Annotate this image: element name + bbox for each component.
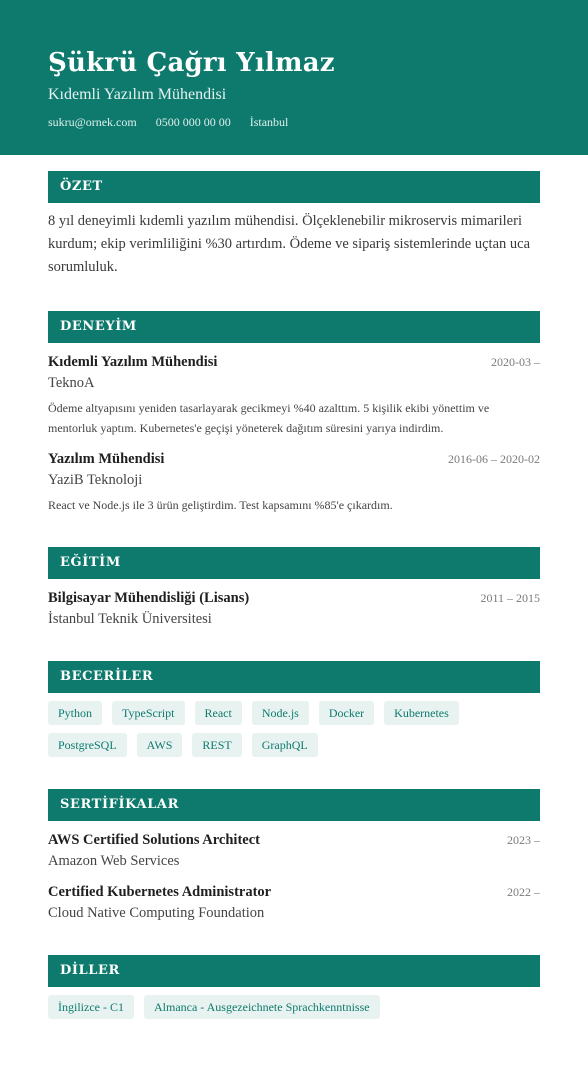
experience-company: YaziB Teknoloji [48,472,143,488]
certification-title: Certified Kubernetes Administrator [48,884,272,900]
section-heading-languages: DİLLER [48,955,540,987]
skill-tag: Docker [319,701,374,725]
certification-title: AWS Certified Solutions Architect [48,832,260,848]
summary-section [48,171,540,279]
experience-description: Ödeme altyapısını yeniden tasarlayarak gecikmeyi %40 azalttım. 5 kişilik ekibi yönettim ve mentorluk yaptım. Kubernetes'e geçişi yöneterek dağıtım süresini yarıya indirdim. [48,401,490,435]
skill-tag: React [195,701,242,725]
skill-tag: Node.js [252,701,309,725]
resume-body [0,155,588,1027]
education-date: 2011 – 2015 [480,591,540,605]
contact-city: İstanbul [249,115,289,129]
contact-email[interactable]: sukru@ornek.com [48,115,137,129]
certification-date: 2022 – [507,885,540,899]
skill-tag: Python [48,701,102,725]
skills-list [48,701,540,765]
contact-phone[interactable]: 0500 000 00 00 [155,115,231,129]
experience-company: TeknoA [48,375,95,391]
languages-section [48,955,540,1027]
experience-role: Kıdemli Yazılım Mühendisi [48,354,218,370]
experience-item [48,353,540,438]
certification-issuer: Amazon Web Services [48,853,180,869]
language-tag: Almanca - Ausgezeichnete Sprachkenntnisse [144,995,380,1019]
skill-tag: Kubernetes [384,701,459,725]
education-item [48,589,540,629]
resume-header [0,0,588,155]
language-tag: İngilizce - C1 [48,995,134,1019]
section-heading-education: EĞİTİM [48,547,540,579]
certifications-section [48,789,540,923]
section-heading-experience: DENEYİM [48,311,540,343]
section-heading-summary: ÖZET [48,171,540,203]
skill-tag: AWS [137,733,183,757]
experience-item [48,450,540,515]
section-heading-certifications: SERTİFİKALAR [48,789,540,821]
contact-info [48,114,540,130]
certification-item [48,883,540,923]
experience-description: React ve Node.js ile 3 ürün geliştirdim. Test kapsamını %85'e çıkardım. [48,498,393,512]
experience-role: Yazılım Mühendisi [48,451,165,467]
experience-date: 2020-03 – [491,355,540,369]
summary-text: 8 yıl deneyimli kıdemli yazılım mühendisi. Ölçeklenebilir mikroservis mimarileri kurdum; ekip verimliliğini %30 artırdım. Ödeme ve sipariş sistemlerinde uçtan uca sorumluluk. [48,213,531,275]
person-name: Şükrü Çağrı Yılmaz [48,48,335,78]
education-degree: Bilgisayar Mühendisliği (Lisans) [48,590,250,606]
certification-date: 2023 – [507,833,540,847]
skill-tag: REST [192,733,241,757]
experience-date: 2016-06 – 2020-02 [448,452,540,466]
education-school: İstanbul Teknik Üniversitesi [48,611,212,627]
certification-item [48,831,540,871]
job-title: Kıdemli Yazılım Mühendisi [48,86,227,103]
skill-tag: GraphQL [252,733,318,757]
certification-issuer: Cloud Native Computing Foundation [48,905,265,921]
education-section [48,547,540,629]
languages-list [48,995,540,1027]
skills-section [48,661,540,765]
section-heading-skills: BECERİLER [48,661,540,693]
skill-tag: TypeScript [112,701,184,725]
experience-section [48,311,540,515]
skill-tag: PostgreSQL [48,733,127,757]
